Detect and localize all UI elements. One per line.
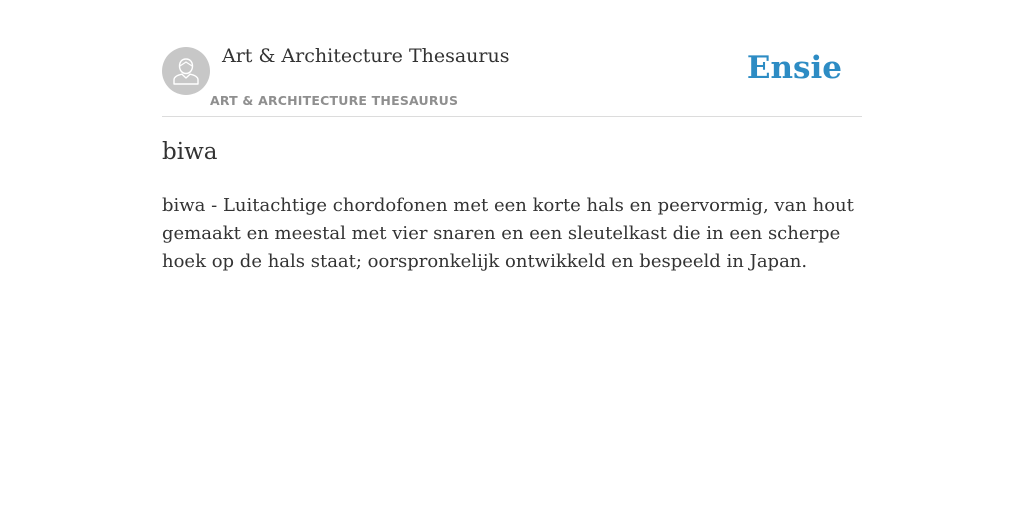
source-label[interactable]: ART & ARCHITECTURE THESAURUS bbox=[210, 93, 459, 108]
brand-logo[interactable]: Ensie bbox=[746, 50, 842, 86]
author-avatar[interactable] bbox=[162, 47, 210, 95]
entry-header bbox=[162, 40, 862, 117]
user-icon bbox=[171, 56, 201, 86]
author-name[interactable]: Art & Architecture Thesaurus bbox=[222, 45, 510, 67]
entry-term: biwa bbox=[162, 139, 218, 165]
entry-definition: biwa - Luitachtige chordofonen met een korte hals en peervormig, van hout gemaakt en meestal met vier snaren en een sleutelkast die in een scherpe hoek op de hals staat; oorspronkelijk ontwikkeld en bespeeld in Japan. bbox=[162, 195, 854, 272]
